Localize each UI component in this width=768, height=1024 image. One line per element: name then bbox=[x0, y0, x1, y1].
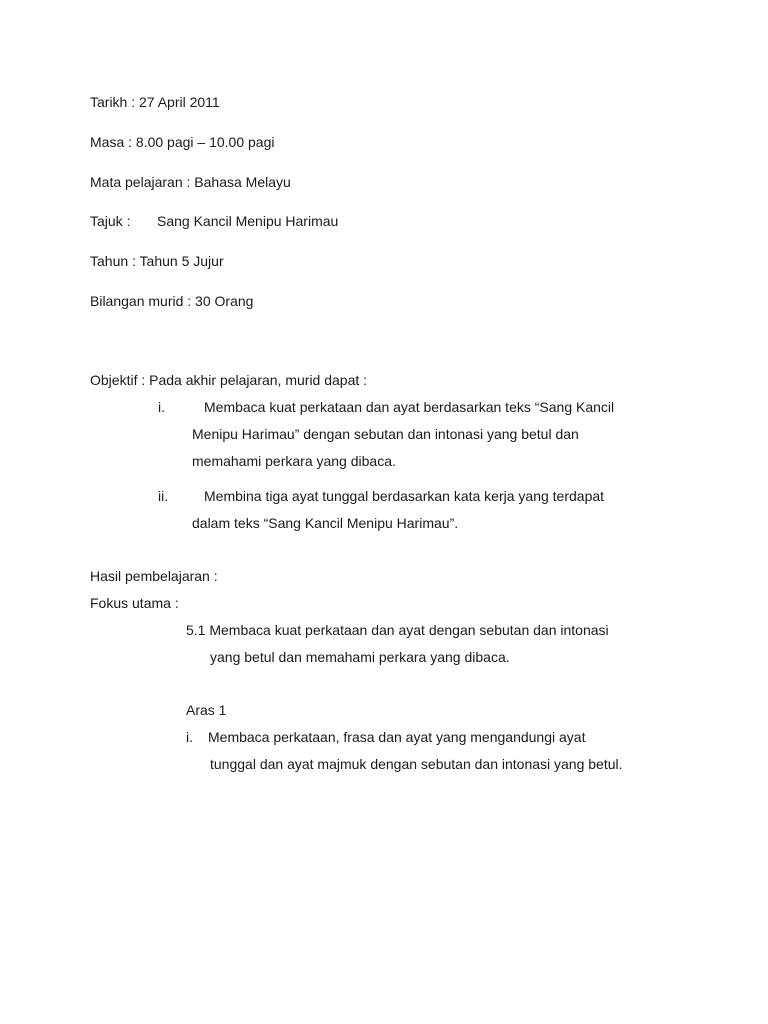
tahun-line: Tahun : Tahun 5 Jujur bbox=[90, 253, 224, 269]
aras-1-heading: Aras 1 bbox=[186, 702, 227, 718]
bilangan-murid-line: Bilangan murid : 30 Orang bbox=[90, 293, 254, 309]
tajuk-label: Tajuk : bbox=[90, 213, 131, 229]
objektif-item-1-marker: i. bbox=[158, 399, 165, 415]
objektif-item-1-line-2: Menipu Harimau” dengan sebutan dan intonasi yang betul dan bbox=[192, 426, 579, 442]
fokus-utama-heading: Fokus utama : bbox=[90, 595, 179, 611]
aras-item-1-marker: i. bbox=[186, 729, 193, 745]
hasil-pembelajaran-heading: Hasil pembelajaran : bbox=[90, 568, 218, 584]
objektif-item-2-line-2: dalam teks “Sang Kancil Menipu Harimau”. bbox=[192, 515, 459, 531]
objektif-item-2-line-1: Membina tiga ayat tunggal berdasarkan kata kerja yang terdapat bbox=[204, 488, 605, 504]
mata-pelajaran-line: Mata pelajaran : Bahasa Melayu bbox=[90, 174, 291, 190]
fokus-line-1: 5.1 Membaca kuat perkataan dan ayat dengan sebutan dan intonasi bbox=[186, 622, 609, 638]
masa-line: Masa : 8.00 pagi – 10.00 pagi bbox=[90, 134, 275, 150]
objektif-item-1-line-3: memahami perkara yang dibaca. bbox=[192, 453, 396, 469]
aras-item-1-line-1: Membaca perkataan, frasa dan ayat yang mengandungi ayat bbox=[208, 729, 586, 745]
fokus-line-2: yang betul dan memahami perkara yang dibaca. bbox=[210, 649, 510, 665]
tajuk-value: Sang Kancil Menipu Harimau bbox=[157, 213, 339, 229]
objektif-item-2-marker: ii. bbox=[158, 488, 169, 504]
objektif-intro: Objektif : Pada akhir pelajaran, murid dapat : bbox=[90, 372, 368, 388]
aras-item-1-line-2: tunggal dan ayat majmuk dengan sebutan dan intonasi yang betul. bbox=[210, 756, 623, 772]
objektif-item-1-line-1: Membaca kuat perkataan dan ayat berdasarkan teks “Sang Kancil bbox=[204, 399, 615, 415]
tarikh-line: Tarikh : 27 April 2011 bbox=[90, 94, 220, 110]
